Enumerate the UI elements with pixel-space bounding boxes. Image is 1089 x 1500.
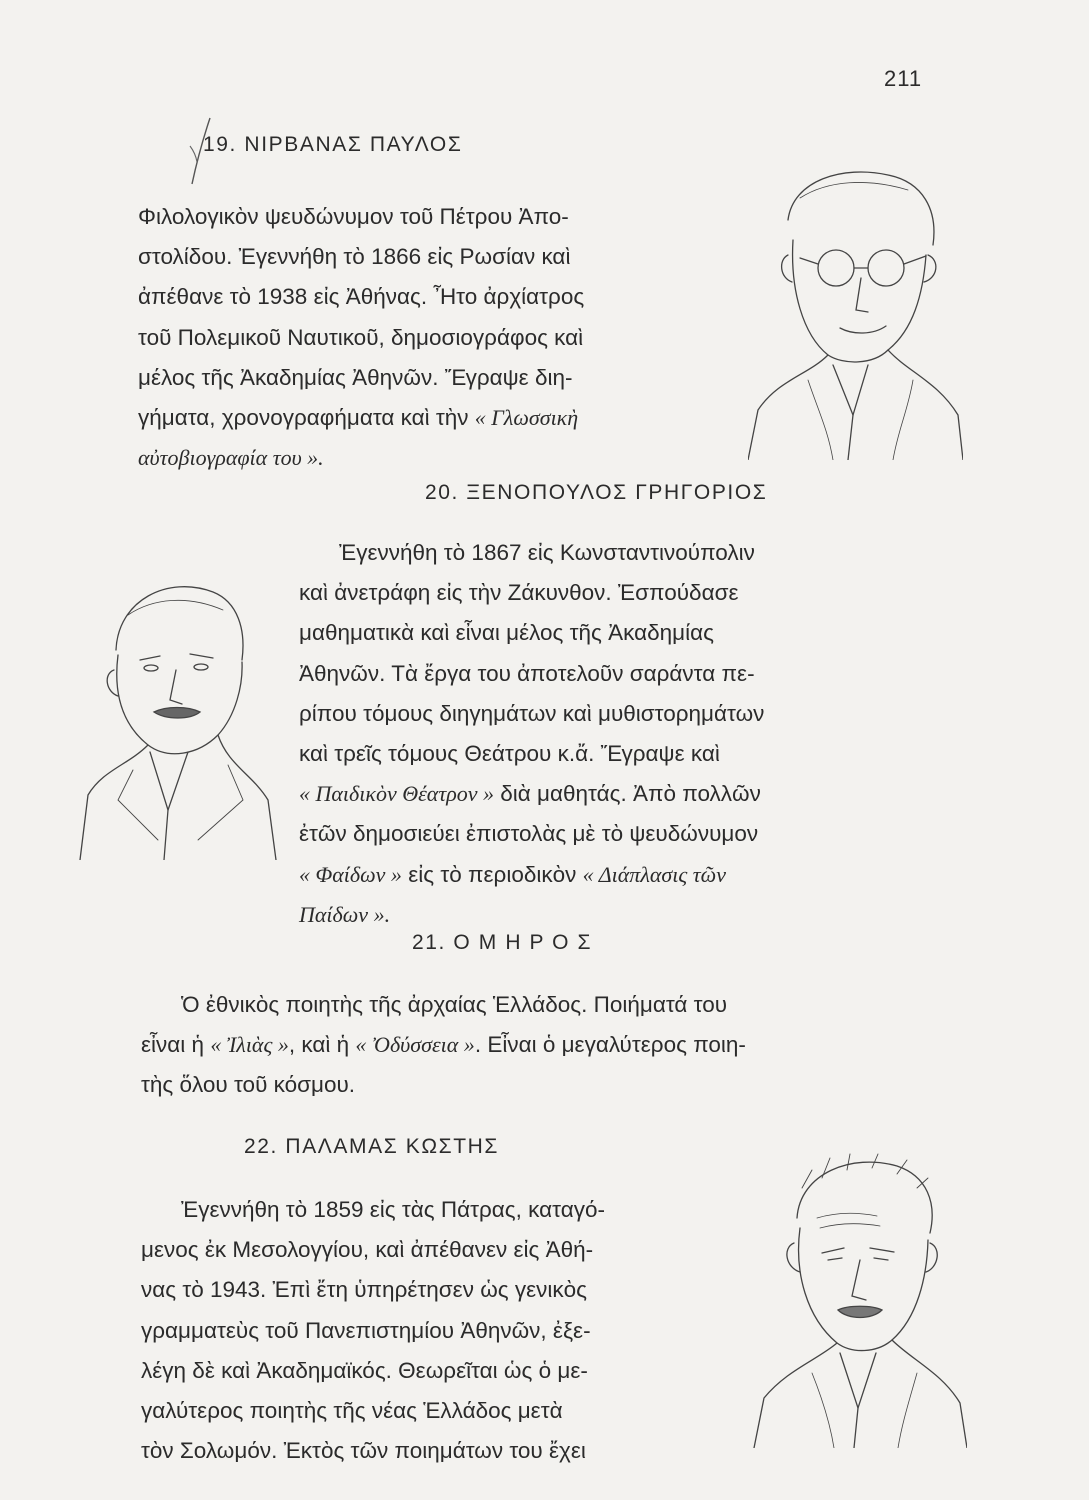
section-21-heading: 21. Ο Μ Η Ρ Ο Σ: [412, 931, 593, 954]
section-20-heading: 20. ΞΕΝΟΠΟΥΛΟΣ ΓΡΗΓΟΡΙΟΣ: [425, 481, 768, 504]
text-line: Ἐγεννήθη τὸ 1867 εἰς Κωνσταντινούπολιν: [339, 540, 755, 565]
italic-title: « Παιδικὸν Θέατρον »: [299, 781, 495, 807]
text-line: Ὁ ἐθνικὸς ποιητὴς τῆς ἀρχαίας Ἑλλάδος. Ποιήματά του: [181, 992, 728, 1017]
text-line: γαλύτερος ποιητὴς τῆς νέας Ἑλλάδος μετὰ: [141, 1398, 563, 1424]
text-line: Ἀθηνῶν. Τὰ ἔργα του ἀποτελοῦν σαράντα πε-: [299, 660, 755, 686]
italic-title: « Διάπλασις τῶν: [582, 861, 726, 887]
text-line: « Φαίδων » εἰς τὸ περιοδικὸν « Διάπλασις τῶν: [299, 861, 726, 887]
text-line: εἶναι ἡ « Ἰλιὰς », καὶ ἡ « Ὀδύσσεια ». Εἶναι ὁ μεγαλύτερος ποιη-: [141, 1032, 746, 1058]
text-line: στολίδου. Ἐγεννήθη τὸ 1866 εἰς Ρωσίαν καὶ: [138, 244, 571, 270]
text-line: γήματα, χρονογραφήματα καὶ τὴν « Γλωσσικὴ: [138, 405, 579, 431]
italic-title: Παίδων ».: [299, 901, 391, 927]
text-line: μαθηματικὰ καὶ εἶναι μέλος τῆς Ἀκαδημίας: [299, 620, 714, 646]
text-line: τὴς ὅλου τοῦ κόσμου.: [141, 1072, 356, 1098]
italic-title: αὐτοβιογραφία του ».: [138, 445, 324, 471]
text-line: Φιλολογικὸν ψευδώνυμον τοῦ Πέτρου Ἀπο-: [138, 204, 569, 229]
page-number: 211: [884, 66, 923, 91]
text-line: Ἐγεννήθη τὸ 1859 εἰς τὰς Πάτρας, καταγό-: [181, 1197, 605, 1222]
portrait-nirvanas: [748, 160, 963, 460]
text-line: ἀπέθανε τὸ 1938 εἰς Ἀθήνας. Ἦτο ἀρχίατρος: [138, 284, 585, 310]
section-19-text: [138, 197, 742, 478]
text-line: ρίπου τόμους διηγημάτων καὶ μυθιστορημάτων: [299, 700, 765, 726]
section-22-text: [141, 1190, 741, 1471]
text-line: μέλος τῆς Ἀκαδημίας Ἀθηνῶν. Ἔγραψε διη-: [138, 364, 573, 390]
text-line: τὸν Σολωμόν. Ἐκτὸς τῶν ποιημάτων του ἔχει: [141, 1438, 586, 1464]
text-line: μενος ἐκ Μεσολογγίου, καὶ ἀπέθανεν εἰς Ἀθή-: [141, 1237, 594, 1263]
text-line: καὶ ἀνετράφη εἰς τὴν Ζάκυνθον. Ἐσπούδασε: [299, 580, 739, 606]
text-line: λέγη δὲ καὶ Ἀκαδημαϊκός. Θεωρεῖται ὡς ὁ με-: [141, 1357, 588, 1383]
text-line: τοῦ Πολεμικοῦ Ναυτικοῦ, δημοσιογράφος καὶ: [138, 324, 584, 350]
section-21-text: [141, 985, 963, 1106]
text-line: γραμματεὺς τοῦ Πανεπιστημίου Ἀθηνῶν, ἐξε-: [141, 1317, 591, 1343]
section-19-heading: 19. ΝΙΡΒΑΝΑΣ ΠΑΥΛΟΣ: [203, 133, 463, 156]
portrait-palamas: [752, 1148, 967, 1448]
portrait-xenopoulos: [78, 570, 278, 860]
text-line: [138, 438, 742, 478]
section-20-text: [299, 533, 963, 935]
text-line: καὶ τρεῖς τόμους Θεάτρου κ.ἄ. Ἔγραψε καὶ: [299, 741, 720, 767]
italic-title: « Ἰλιὰς »: [210, 1032, 289, 1058]
text-line: [299, 895, 963, 935]
italic-title: « Γλωσσικὴ: [474, 405, 579, 431]
italic-title: « Φαίδων »: [299, 861, 402, 887]
section-22-heading: 22. ΠΑΛΑΜΑΣ ΚΩΣΤΗΣ: [244, 1135, 500, 1158]
text-line: νας τὸ 1943. Ἐπὶ ἔτη ὑπηρέτησεν ὡς γενικὸς: [141, 1277, 588, 1303]
italic-title: « Ὀδύσσεια »: [355, 1032, 475, 1058]
text-line: « Παιδικὸν Θέατρον » διὰ μαθητάς. Ἀπὸ πολλῶν: [299, 781, 761, 807]
text-line: ἐτῶν δημοσιεύει ἐπιστολὰς μὲ τὸ ψευδώνυμον: [299, 821, 759, 847]
